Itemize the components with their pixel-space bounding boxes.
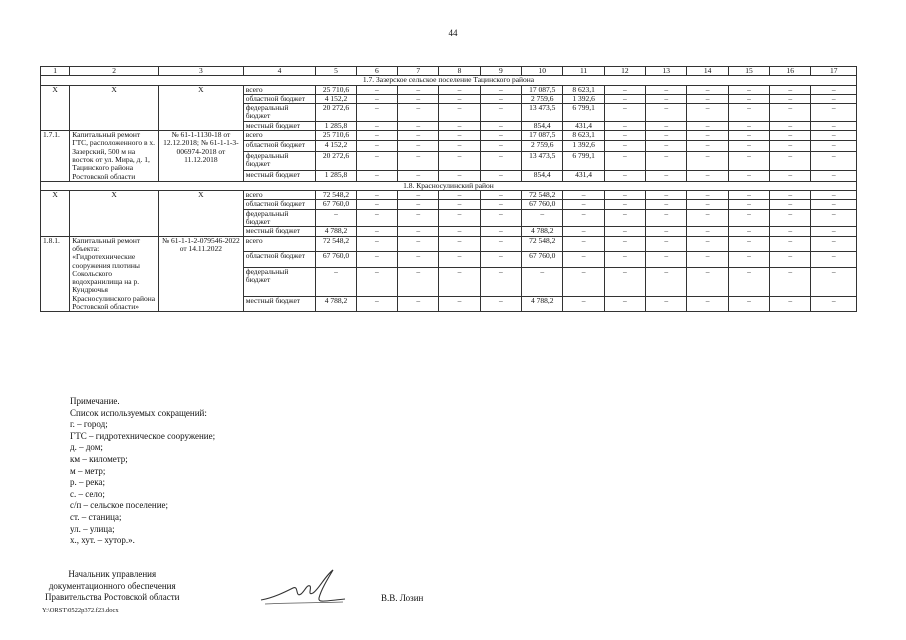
table-cell: – [770, 267, 811, 296]
table-cell: – [356, 151, 397, 171]
table-cell: – [770, 121, 811, 130]
table-cell: – [770, 104, 811, 122]
table-cell: – [770, 209, 811, 227]
table-cell: – [480, 85, 521, 94]
table-cell: 72 548,2 [522, 191, 563, 200]
table-cell: – [480, 151, 521, 171]
table-cell: – [646, 151, 687, 171]
table-cell: – [439, 191, 480, 200]
budget-source-label: федеральный бюджет [243, 209, 316, 227]
table-cell: – [439, 104, 480, 122]
table-cell: 72 548,2 [522, 236, 563, 251]
table-cell: – [604, 171, 645, 181]
table-cell: – [646, 191, 687, 200]
position-line: документационного обеспечения [48, 580, 176, 591]
table-cell: – [439, 236, 480, 251]
table-cell: – [687, 94, 728, 103]
table-cell: – [646, 252, 687, 267]
table-cell: – [687, 191, 728, 200]
table-cell: – [563, 296, 604, 312]
table-cell: – [604, 141, 645, 151]
table-cell: 72 548,2 [316, 191, 356, 200]
table-cell: – [811, 296, 857, 312]
table-cell: – [604, 227, 645, 236]
column-number: 2 [70, 67, 159, 76]
table-cell: – [480, 104, 521, 122]
table-cell: 17 087,5 [522, 85, 563, 94]
table-cell: 854,4 [522, 121, 563, 130]
table-cell: – [728, 141, 769, 151]
table-cell: – [646, 141, 687, 151]
table-cell: – [356, 200, 397, 209]
table-cell: 854,4 [522, 171, 563, 181]
table-cell: – [439, 141, 480, 151]
handwritten-signature [255, 568, 350, 610]
table-cell: – [604, 131, 645, 141]
budget-table [40, 66, 857, 312]
table-cell: – [480, 209, 521, 227]
section-title: 1.8. Красносулинский район [41, 181, 857, 190]
table-cell: – [604, 104, 645, 122]
table-cell: – [604, 94, 645, 103]
item-name: Капитальный ремонт ГТС, расположенного в х. Зазерский, 500 м на восток от ул. Мира, д. 1, Тацинского района Ростовской области [70, 131, 159, 182]
table-cell: – [687, 296, 728, 312]
file-path: Y:\ORST\0522p372.f23.docx [42, 607, 119, 614]
table-cell: – [646, 85, 687, 94]
table-cell: – [646, 267, 687, 296]
table-cell: – [728, 131, 769, 141]
table-cell: – [728, 85, 769, 94]
table-cell: – [604, 191, 645, 200]
table-cell: – [480, 252, 521, 267]
table-cell: – [480, 121, 521, 130]
table-cell: – [811, 252, 857, 267]
column-number: 16 [770, 67, 811, 76]
column-number: 10 [522, 67, 563, 76]
table-cell: – [646, 200, 687, 209]
table-cell: – [604, 267, 645, 296]
table-cell: – [728, 267, 769, 296]
table-cell: – [563, 209, 604, 227]
table-cell: – [604, 236, 645, 251]
table-cell: – [356, 267, 397, 296]
table-cell: – [687, 252, 728, 267]
item-documents: № 61-1-1-2-079546-2022 от 14.11.2022 [159, 236, 244, 312]
budget-source-label: местный бюджет [243, 227, 316, 236]
table-cell: – [604, 209, 645, 227]
table-cell: – [316, 267, 356, 296]
table-cell: – [770, 236, 811, 251]
table-cell: – [811, 171, 857, 181]
table-cell: – [563, 200, 604, 209]
table-cell: – [398, 85, 439, 94]
table-cell: – [687, 141, 728, 151]
table-cell: – [770, 85, 811, 94]
notes-list-title: Список используемых сокращений: [70, 407, 207, 418]
total-marker: X [159, 85, 244, 130]
table-cell: – [439, 171, 480, 181]
table-cell: – [604, 121, 645, 130]
table-cell: 4 152,2 [316, 94, 356, 103]
table-row [41, 85, 857, 94]
abbreviation-item: с. – село; [70, 488, 105, 499]
table-row [41, 131, 857, 141]
table-cell: – [687, 209, 728, 227]
budget-source-label: всего [243, 131, 316, 141]
table-cell: – [646, 104, 687, 122]
budget-source-label: всего [243, 191, 316, 200]
budget-source-label: местный бюджет [243, 121, 316, 130]
table-row [41, 236, 857, 251]
column-number: 13 [646, 67, 687, 76]
table-cell: – [770, 296, 811, 312]
table-cell: 1 285,8 [316, 121, 356, 130]
table-cell: – [480, 131, 521, 141]
budget-source-label: федеральный бюджет [243, 151, 316, 171]
table-cell: – [728, 209, 769, 227]
table-cell: – [687, 267, 728, 296]
column-number: 9 [480, 67, 521, 76]
table-cell: – [398, 209, 439, 227]
table-cell: – [398, 191, 439, 200]
table-cell: – [439, 151, 480, 171]
signatory-name: В.В. Лозин [381, 593, 424, 603]
total-marker: X [41, 85, 70, 130]
table-cell: 1 285,8 [316, 171, 356, 181]
table-cell: – [356, 171, 397, 181]
column-number: 4 [243, 67, 316, 76]
column-number: 3 [159, 67, 244, 76]
total-marker: X [41, 191, 70, 236]
table-cell: 4 788,2 [522, 227, 563, 236]
table-cell: – [728, 151, 769, 171]
table-cell: – [480, 191, 521, 200]
table-cell: – [480, 267, 521, 296]
budget-source-label: всего [243, 85, 316, 94]
table-cell: – [646, 296, 687, 312]
total-marker: X [70, 191, 159, 236]
table-cell: – [728, 227, 769, 236]
table-cell: – [398, 171, 439, 181]
table-cell: 25 710,6 [316, 85, 356, 94]
table-cell: – [687, 85, 728, 94]
table-cell: – [811, 200, 857, 209]
table-cell: 67 760,0 [522, 252, 563, 267]
table-cell: – [398, 227, 439, 236]
table-cell: – [356, 252, 397, 267]
table-cell: – [439, 94, 480, 103]
table-cell: – [646, 227, 687, 236]
abbreviation-list [70, 419, 215, 547]
table-cell: – [770, 131, 811, 141]
table-cell: – [770, 171, 811, 181]
table-cell: – [811, 94, 857, 103]
table-cell: – [356, 104, 397, 122]
table-cell: – [356, 236, 397, 251]
table-cell: – [356, 191, 397, 200]
table-cell: – [356, 94, 397, 103]
table-cell: – [398, 131, 439, 141]
position-line: Начальник управления [68, 569, 157, 579]
table-cell: 431,4 [563, 121, 604, 130]
signatory-position [45, 569, 179, 604]
table-cell: – [522, 267, 563, 296]
table-cell: 4 788,2 [316, 227, 356, 236]
table-cell: – [728, 252, 769, 267]
table-cell: 67 760,0 [522, 200, 563, 209]
table-cell: – [770, 94, 811, 103]
table-cell: – [480, 227, 521, 236]
column-number: 12 [604, 67, 645, 76]
budget-source-label: местный бюджет [243, 296, 316, 312]
table-cell: – [316, 209, 356, 227]
table-cell: – [687, 200, 728, 209]
table-cell: – [604, 200, 645, 209]
table-cell: – [728, 104, 769, 122]
table-cell: – [398, 141, 439, 151]
item-name: Капитальный ремонт объекта: «Гидротехнические сооружения плотины Сокольского водохранилища на р. Кундрючья Красносулинского района Ростовской области» [70, 236, 159, 312]
table-cell: – [687, 151, 728, 171]
table-cell: – [687, 121, 728, 130]
table-cell: – [356, 209, 397, 227]
table-cell: – [687, 236, 728, 251]
abbreviation-item: с/п – сельское поселение; [70, 500, 169, 511]
table-cell: – [604, 85, 645, 94]
table-cell: – [398, 151, 439, 171]
table-cell: – [439, 131, 480, 141]
table-cell: – [811, 151, 857, 171]
page-number: 44 [448, 28, 458, 38]
abbreviation-item: ГТС – гидротехническое сооружение; [70, 430, 216, 441]
table-cell: – [811, 85, 857, 94]
table-cell: – [811, 104, 857, 122]
column-number: 15 [728, 67, 769, 76]
table-cell: – [398, 94, 439, 103]
table-cell: – [646, 171, 687, 181]
table-cell: 431,4 [563, 171, 604, 181]
table-cell: – [728, 191, 769, 200]
abbreviation-item: ст. – станица; [70, 511, 122, 522]
position-line: Правительства Ростовской области [45, 592, 180, 603]
table-cell: – [398, 296, 439, 312]
table-cell: – [356, 296, 397, 312]
budget-source-label: федеральный бюджет [243, 104, 316, 122]
table-cell: – [439, 267, 480, 296]
table-cell: – [728, 236, 769, 251]
abbreviation-item: р. – река; [70, 477, 105, 488]
table-cell: – [398, 252, 439, 267]
table-cell: – [646, 236, 687, 251]
table-cell: – [728, 200, 769, 209]
table-cell: 72 548,2 [316, 236, 356, 251]
table-cell: – [770, 227, 811, 236]
budget-source-label: областной бюджет [243, 94, 316, 103]
table-cell: – [480, 296, 521, 312]
table-cell: 8 623,1 [563, 85, 604, 94]
table-cell: – [770, 252, 811, 267]
table-cell: – [439, 121, 480, 130]
table-cell: 20 272,6 [316, 104, 356, 122]
table-cell: – [356, 85, 397, 94]
table-cell: – [770, 191, 811, 200]
abbreviation-item: д. – дом; [70, 442, 103, 453]
table-cell: – [728, 121, 769, 130]
budget-source-label: всего [243, 236, 316, 251]
table-cell: – [687, 131, 728, 141]
budget-source-label: областной бюджет [243, 141, 316, 151]
table-cell: – [398, 104, 439, 122]
table-cell: – [356, 141, 397, 151]
column-number: 5 [316, 67, 356, 76]
abbreviation-item: м – метр; [70, 465, 106, 476]
column-number: 11 [563, 67, 604, 76]
budget-source-label: местный бюджет [243, 171, 316, 181]
table-cell: 67 760,0 [316, 252, 356, 267]
table-cell: 17 087,5 [522, 131, 563, 141]
notes-block [70, 396, 215, 547]
table-cell: – [439, 252, 480, 267]
table-cell: 20 272,6 [316, 151, 356, 171]
table-cell: – [687, 104, 728, 122]
table-cell: – [811, 236, 857, 251]
table-cell: – [604, 296, 645, 312]
table-cell: – [563, 252, 604, 267]
table-cell: – [728, 171, 769, 181]
table-cell: – [811, 267, 857, 296]
column-number: 7 [398, 67, 439, 76]
table-cell: – [563, 227, 604, 236]
table-cell: – [356, 131, 397, 141]
table-row [41, 191, 857, 200]
column-number: 8 [439, 67, 480, 76]
table-cell: 13 473,5 [522, 151, 563, 171]
table-cell: – [398, 236, 439, 251]
item-number: 1.8.1. [41, 236, 70, 312]
table-cell: – [770, 141, 811, 151]
abbreviation-item: км – километр; [70, 453, 128, 464]
column-number: 6 [356, 67, 397, 76]
table-cell: 13 473,5 [522, 104, 563, 122]
table-cell: – [356, 121, 397, 130]
notes-heading: Примечание. [70, 396, 120, 406]
table-cell: – [687, 171, 728, 181]
table-cell: – [398, 267, 439, 296]
table-cell: – [439, 200, 480, 209]
section-row [41, 181, 857, 190]
table-cell: – [563, 191, 604, 200]
column-number-row [41, 67, 857, 76]
table-cell: – [480, 200, 521, 209]
table-cell: – [563, 236, 604, 251]
column-number: 17 [811, 67, 857, 76]
table-cell: – [439, 227, 480, 236]
table-cell: 4 788,2 [316, 296, 356, 312]
abbreviation-item: х., хут. – хутор.». [70, 535, 135, 546]
table-cell: – [439, 209, 480, 227]
table-cell: – [646, 209, 687, 227]
total-marker: X [159, 191, 244, 236]
budget-source-label: областной бюджет [243, 252, 316, 267]
table-cell: – [811, 131, 857, 141]
table-cell: – [811, 141, 857, 151]
table-cell: – [604, 252, 645, 267]
table-cell: – [563, 267, 604, 296]
table-cell: – [604, 151, 645, 171]
column-number: 1 [41, 67, 70, 76]
table-cell: – [356, 227, 397, 236]
table-cell: 4 788,2 [522, 296, 563, 312]
table-cell: – [811, 227, 857, 236]
table-cell: – [687, 227, 728, 236]
table-cell: 1 392,6 [563, 141, 604, 151]
table-cell: – [480, 171, 521, 181]
abbreviation-item: г. – город; [70, 419, 108, 430]
table-cell: 2 759,6 [522, 141, 563, 151]
table-cell: – [811, 209, 857, 227]
table-cell: – [480, 94, 521, 103]
table-cell: – [439, 296, 480, 312]
table-cell: – [728, 94, 769, 103]
section-title: 1.7. Зазерское сельское поселение Тацинского района [41, 76, 857, 85]
table-cell: – [522, 209, 563, 227]
table-cell: – [646, 94, 687, 103]
table-cell: 67 760,0 [316, 200, 356, 209]
table-cell: – [646, 131, 687, 141]
item-documents: № 61-1-1130-18 от 12.12.2018; № 61-1-1-3-006974-2018 от 11.12.2018 [159, 131, 244, 182]
table-cell: – [770, 200, 811, 209]
table-cell: 2 759,6 [522, 94, 563, 103]
column-number: 14 [687, 67, 728, 76]
table-cell: – [770, 151, 811, 171]
table-cell: – [728, 296, 769, 312]
budget-source-label: областной бюджет [243, 200, 316, 209]
item-number: 1.7.1. [41, 131, 70, 182]
table-cell: 6 799,1 [563, 104, 604, 122]
table-cell: 6 799,1 [563, 151, 604, 171]
table-cell: – [480, 236, 521, 251]
table-cell: – [439, 85, 480, 94]
table-cell: 25 710,6 [316, 131, 356, 141]
table-cell: 4 152,2 [316, 141, 356, 151]
table-cell: 1 392,6 [563, 94, 604, 103]
table-cell: – [811, 121, 857, 130]
abbreviation-item: ул. – улица; [70, 523, 115, 534]
table-cell: – [646, 121, 687, 130]
table-cell: 8 623,1 [563, 131, 604, 141]
table-cell: – [480, 141, 521, 151]
total-marker: X [70, 85, 159, 130]
section-row [41, 76, 857, 85]
table-cell: – [398, 121, 439, 130]
budget-source-label: федеральный бюджет [243, 267, 316, 296]
table-cell: – [811, 191, 857, 200]
table-cell: – [398, 200, 439, 209]
